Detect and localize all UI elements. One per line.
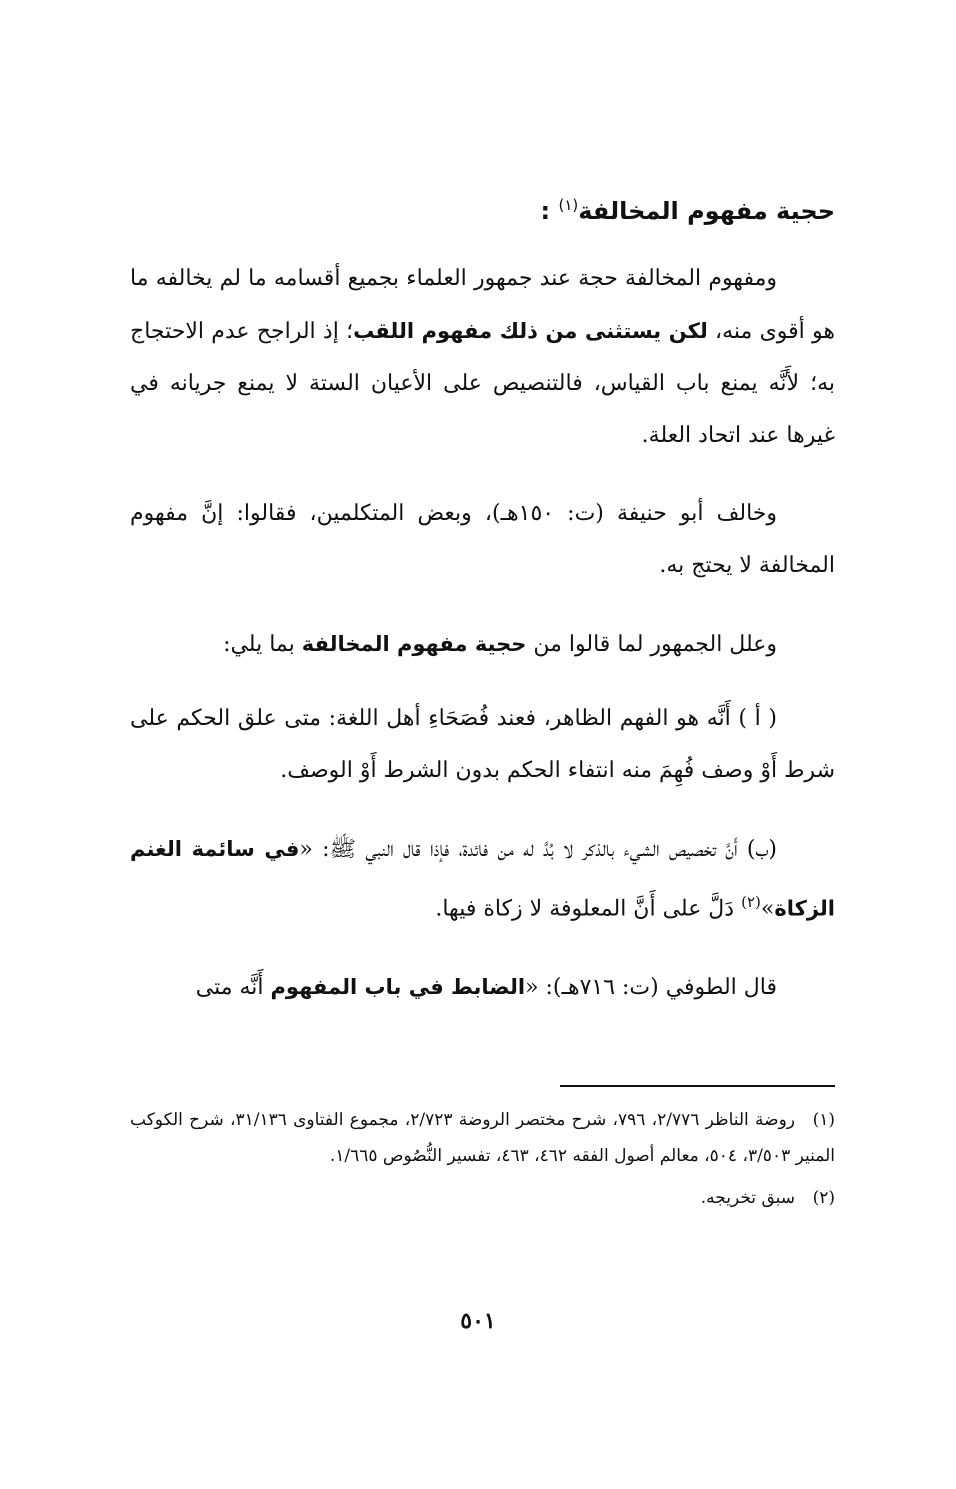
p5-text-a: (ب) أَنَّ تخصيص الشيء بالذكر لا بُدَّ له من فائدة، فإذا قال النبي ﷺ: « <box>299 837 777 862</box>
paragraph-2: وخالف أبو حنيفة (ت: ١٥٠هـ)، وبعض المتكلمين، فقالوا: إنَّ مفهوم المخالفة لا يحتج به. <box>130 501 835 578</box>
p6-text-a: قال الطوفي (ت: ٧١٦هـ): « <box>525 975 777 1001</box>
paragraph-1 <box>130 253 835 462</box>
footnote-separator <box>560 1085 835 1087</box>
p5-bold: في سائمة الغنم الزكاة <box>130 837 835 921</box>
p3-text-c: بما يلي: <box>223 632 302 657</box>
footnote-ref-1[interactable]: (١) <box>558 196 579 214</box>
paragraph-4: ( أ ) أَنَّه هو الفهم الظاهر، فعند فُصَحَاءِ أهل اللغة: متى علق الحكم على شرط أَوْ وصف فُهِمَ منه انتفاء الحكم بدون الشرط أَوْ الوصف. <box>130 706 835 783</box>
section-heading <box>130 175 835 241</box>
footnote-ref-2[interactable]: (٢) <box>741 893 761 911</box>
p1-bold: لكن يستثنى من ذلك مفهوم اللقب <box>353 319 708 343</box>
page-number: ٥٠١ <box>460 1308 496 1334</box>
p6-bold: الضابط في باب المفهوم <box>270 975 526 1000</box>
footnote-1 <box>130 1102 835 1174</box>
main-text <box>130 150 835 1036</box>
footnote-2-number: (٢) <box>812 1188 835 1208</box>
heading-text: حجية مفهوم المخالفة <box>578 197 835 225</box>
paragraph-3 <box>130 618 835 671</box>
paragraph-5 <box>130 823 835 935</box>
footnote-1-text: روضة الناظر ٢/٧٧٦، ٧٩٦، شرح مختصر الروضة ٢/٧٢٣، مجموع الفتاوى ٣١/١٣٦، شرح الكوكب المنير ٣/٥٠٣، ٥٠٤، معالم أصول الفقه ٤٦٢، ٤٦٣، تفسير النُّصُوص ١/٦٦٥. <box>130 1110 835 1166</box>
p6-text-c: أَنَّه متى <box>195 975 271 1001</box>
p1-text-c: ؛ إذ الراجح عدم الاحتجاج به؛ لأَنَّه يمنع باب القياس، فالتنصيص على الأعيان الستة لا يمنع جريانه في غيرها عند اتحاد العلة. <box>130 319 835 448</box>
p3-text-a: وعلل الجمهور لما قالوا من <box>526 632 777 657</box>
heading-colon: : <box>540 197 559 225</box>
footnotes <box>130 1102 835 1216</box>
p5-text-d: دَلَّ على أَنَّ المعلوفة لا زكاة فيها. <box>435 896 742 922</box>
paragraph-6 <box>130 961 835 1014</box>
p1-text-a: ومفهوم المخالفة حجة عند جمهور العلماء بجميع أقسامه ما لم يخالفه ما هو أقوى منه، <box>130 266 836 344</box>
p5-quote-close: » <box>760 896 775 922</box>
footnote-2 <box>130 1180 835 1216</box>
p3-bold: حجية مفهوم المخالفة <box>301 632 527 656</box>
footnote-1-number: (١) <box>812 1110 835 1130</box>
footnote-2-text: سبق تخريجه. <box>700 1188 795 1208</box>
